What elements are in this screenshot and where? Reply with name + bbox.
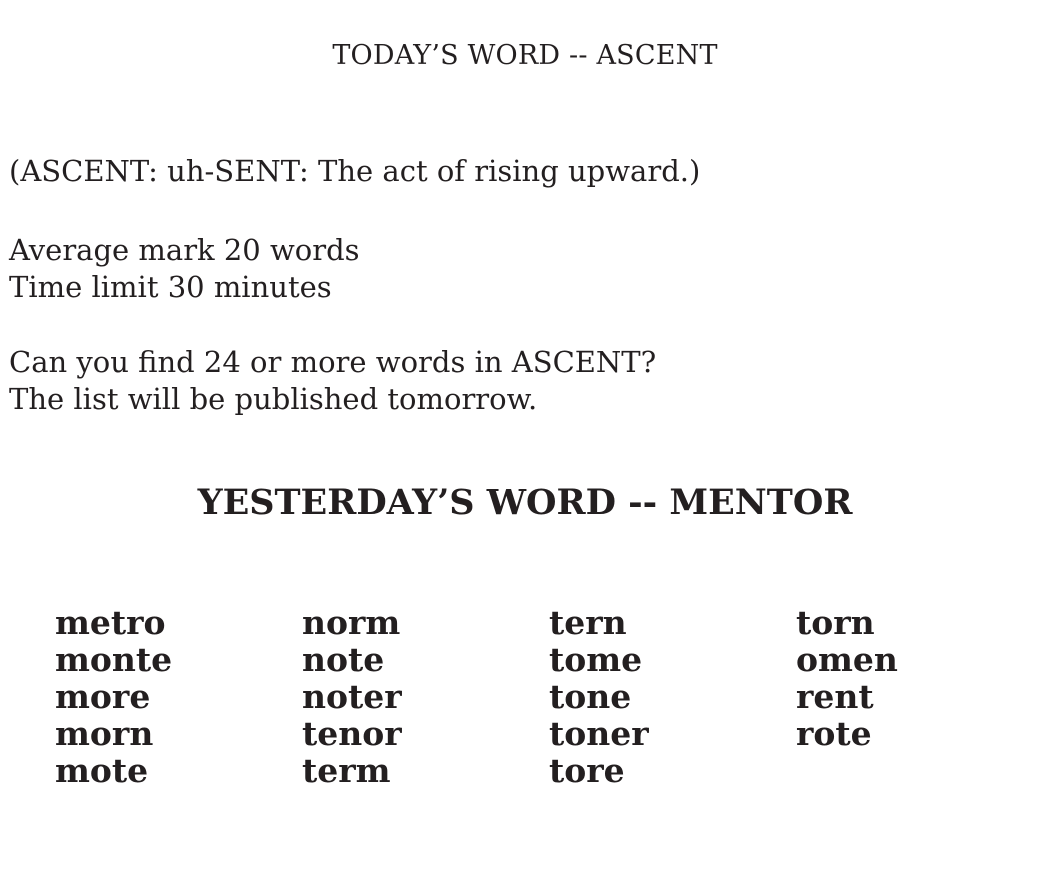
word-item: tenor (302, 714, 402, 753)
word-item: norm (302, 603, 401, 642)
word-item: more (55, 677, 151, 716)
average-mark: Average mark 20 words (9, 233, 360, 267)
word-item: noter (302, 677, 402, 716)
word-item: monte (55, 640, 173, 679)
word-item: rote (796, 714, 872, 753)
word-item: mote (55, 751, 149, 790)
word-item: note (302, 640, 385, 679)
word-column-3 (549, 604, 796, 789)
word-definition: (ASCENT: uh-SENT: The act of rising upward.) (9, 154, 701, 188)
yesterdays-word-title: YESTERDAY’S WORD -- MENTOR (197, 482, 853, 523)
word-item: torn (796, 603, 875, 642)
publish-note: The list will be published tomorrow. (9, 382, 538, 416)
word-column-1 (55, 604, 302, 789)
word-item: term (302, 751, 391, 790)
word-item: tore (549, 751, 625, 790)
word-item: toner (549, 714, 649, 753)
word-item: rent (796, 677, 874, 716)
puzzle-stats (9, 232, 360, 306)
challenge-question: Can you find 24 or more words in ASCENT? (9, 345, 657, 379)
word-item: tome (549, 640, 643, 679)
word-column-4 (796, 604, 1043, 789)
word-item: tone (549, 677, 632, 716)
word-list (55, 604, 1043, 789)
time-limit: Time limit 30 minutes (9, 270, 332, 304)
todays-word-title: TODAY’S WORD -- ASCENT (332, 40, 718, 71)
word-item: metro (55, 603, 166, 642)
word-item: tern (549, 603, 627, 642)
word-column-2 (302, 604, 549, 789)
word-item: morn (55, 714, 154, 753)
word-item: omen (796, 640, 898, 679)
challenge-text (9, 344, 656, 418)
